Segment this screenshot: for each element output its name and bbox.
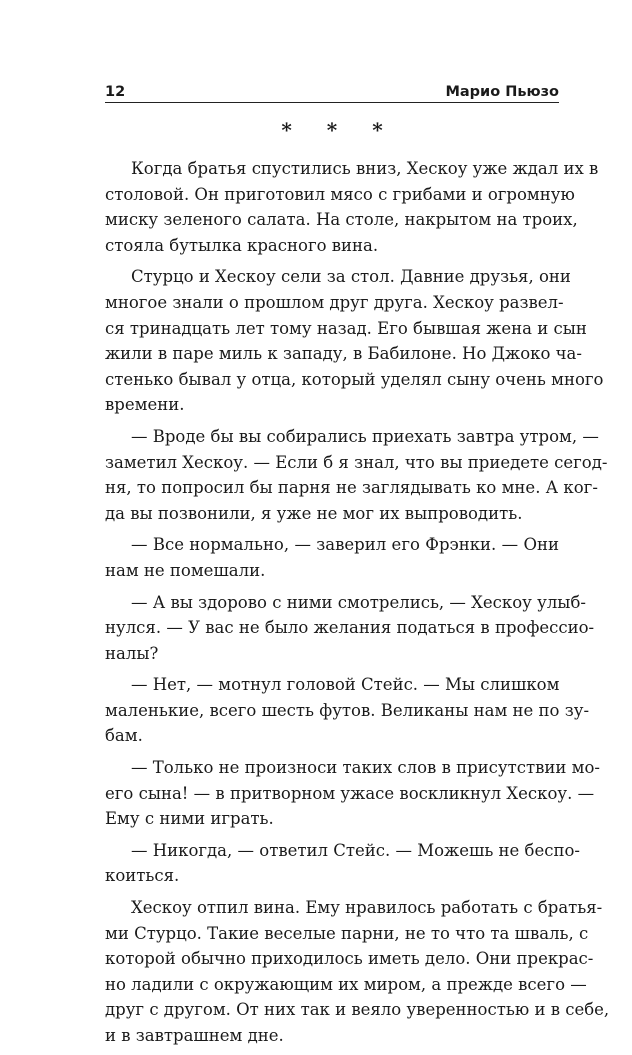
text-line: Стурцо и Хескоу сели за стол. Давние друзья, они [131,267,571,287]
text-line: стояла бутылка красного вина. [105,235,379,255]
text-line: стенько бывал у отца, который уделял сыну очень много [105,369,604,389]
text-line: налы? [105,643,159,663]
text-line: жили в паре миль к западу, в Бабилоне. Но Джоко ча- [105,344,582,364]
paragraph [105,424,608,526]
page-number: 12 [105,84,126,100]
paragraph [105,590,595,667]
text-line: Хескоу отпил вина. Ему нравилось работать с братья- [131,898,603,918]
text-line: ми Стурцо. Такие веселые парни, не то что та шваль, с [105,923,589,943]
text-line: да вы позвонили, я уже не мог их выпроводить. [105,503,523,523]
running-head-author: Марио Пьюзо [445,84,559,100]
text-line: многое знали о прошлом друг друга. Хескоу развел- [105,292,564,312]
paragraph [105,532,559,583]
paragraph [105,672,590,749]
text-line: но ладили с окружающим их миром, а прежде всего — [105,974,587,994]
text-line: — Только не произноси таких слов в присутствии мо- [131,758,600,778]
text-line: нулся. — У вас не было желания податься в профессио- [105,618,595,638]
text-line: нам не помешали. [105,560,266,580]
section-separator: * * * [281,118,397,142]
text-line: времени. [105,395,185,415]
text-line: — А вы здорово с ними смотрелись, — Хескоу улыб- [131,592,586,612]
paragraph [105,895,610,1049]
text-line: которой обычно приходилось иметь дело. Они прекрас- [105,949,594,969]
text-line: Когда братья спустились вниз, Хескоу уже ждал их в [131,159,599,178]
text-line: столовой. Он приготовил мясо с грибами и огромную [105,184,575,204]
text-line: ня, то попросил бы парня не заглядывать ко мне. А ког- [105,478,598,498]
text-line: — Нет, — мотнул головой Стейс. — Мы слишком [131,675,560,695]
text-line: бам. [105,726,143,746]
running-head [105,80,559,103]
paragraph [105,755,600,832]
text-line: и в завтрашнем дне. [105,1026,284,1045]
text-line: его сына! — в притворном ужасе воскликнул Хескоу. — [105,783,595,803]
text-line: — Вроде бы вы собирались приехать завтра утром, — [131,426,599,446]
text-line: — Все нормально, — заверил его Фрэнки. — Они [131,535,559,555]
body-text [105,156,610,1055]
text-line: миску зеленого салата. На столе, накрытом на троих, [105,210,578,230]
text-line: — Никогда, — ответил Стейс. — Можешь не беспо- [131,840,581,860]
text-line: маленькие, всего шесть футов. Великаны нам не по зу- [105,700,590,720]
paragraph [105,264,604,418]
text-line: ся тринадцать лет тому назад. Его бывшая жена и сын [105,318,587,338]
text-line: Ему с ними играть. [105,809,274,829]
paragraph [105,156,599,258]
paragraph [105,838,581,889]
text-line: заметил Хескоу. — Если б я знал, что вы приедете сегод- [105,452,608,472]
text-line: друг с другом. От них так и веяло уверенностью и в себе, [105,1000,610,1020]
text-line: коиться. [105,866,180,886]
